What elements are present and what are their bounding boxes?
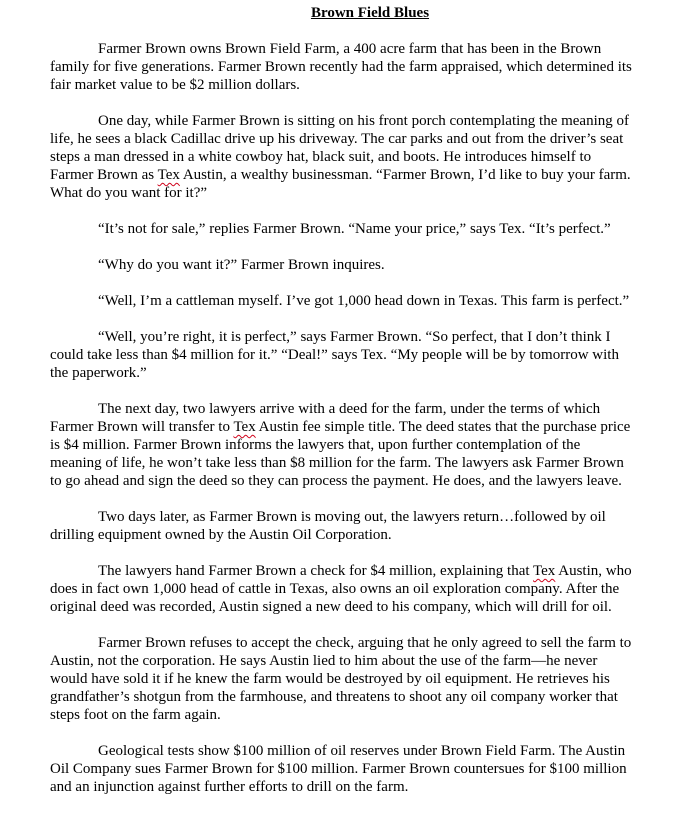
paragraph xyxy=(50,562,682,616)
text-line: and an injunction against further efforts to drill on the farm. xyxy=(50,779,409,795)
text-line: What do you want for it?” xyxy=(50,185,208,201)
text-line: Geological tests show $100 million of oil reserves under Brown Field Farm. The Austin xyxy=(98,743,626,759)
text-line: does in fact own 1,000 head of cattle in Texas, also owns an oil exploration company. After the xyxy=(50,581,620,597)
document-title: Brown Field Blues xyxy=(310,5,430,21)
text-line: The lawyers hand Farmer Brown a check for $4 million, explaining that Tex Austin, who xyxy=(98,563,632,579)
text-line: “Well, I’m a cattleman myself. I’ve got 1,000 head down in Texas. This farm is perfect.” xyxy=(98,293,630,309)
document-page xyxy=(50,4,682,814)
text-line: grandfather’s shotgun from the farmhouse, and threatens to shoot any oil company worker that xyxy=(50,689,618,705)
text-line: Austin, not the corporation. He says Austin lied to him about the use of the farm—he never xyxy=(50,653,598,669)
text-line: Farmer Brown owns Brown Field Farm, a 400 acre farm that has been in the Brown xyxy=(98,41,602,57)
text-line: family for five generations. Farmer Brown recently had the farm appraised, which determined its xyxy=(50,59,632,75)
text-line: life, he sees a black Cadillac drive up his driveway. The car parks and out from the driver’s seat xyxy=(50,131,624,147)
document-body xyxy=(50,40,682,796)
text-line: fair market value to be $2 million dollars. xyxy=(50,77,300,93)
text-line: steps foot on the farm again. xyxy=(50,707,221,723)
text-line: meaning of life, he won’t take less than $8 million for the farm. The lawyers ask Farmer Brown xyxy=(50,455,624,471)
paragraph xyxy=(50,742,682,796)
paragraph xyxy=(50,328,682,382)
spellcheck-flagged-word: Tex xyxy=(157,167,180,183)
text-line: One day, while Farmer Brown is sitting on his front porch contemplating the meaning of xyxy=(98,113,630,129)
text-line: “Well, you’re right, it is perfect,” says Farmer Brown. “So perfect, that I don’t think I xyxy=(98,329,611,345)
text-line: “Why do you want it?” Farmer Brown inquires. xyxy=(98,257,385,273)
paragraph xyxy=(50,508,682,544)
spellcheck-flagged-word: Tex xyxy=(533,563,556,579)
text-line: could take less than $4 million for it.” “Deal!” says Tex. “My people will be by tomorrow with xyxy=(50,347,619,363)
paragraph xyxy=(50,634,682,724)
paragraph xyxy=(50,292,682,310)
spellcheck-flagged-word: Tex xyxy=(233,419,256,435)
paragraph xyxy=(50,400,682,490)
text-line: to go ahead and sign the deed so they can process the payment. He does, and the lawyers leave. xyxy=(50,473,622,489)
text-line: is $4 million. Farmer Brown informs the lawyers that, upon further contemplation of the xyxy=(50,437,581,453)
text-line: Farmer Brown refuses to accept the check, arguing that he only agreed to sell the farm to xyxy=(98,635,632,651)
text-line: original deed was recorded, Austin signed a new deed to his company, which will drill for oil. xyxy=(50,599,612,615)
text-line: “It’s not for sale,” replies Farmer Brown. “Name your price,” says Tex. “It’s perfect.” xyxy=(98,221,611,237)
paragraph xyxy=(50,40,682,94)
text-line: would have sold it if he knew the farm would be destroyed by oil equipment. He retrieves his xyxy=(50,671,610,687)
paragraph xyxy=(50,256,682,274)
text-line: Farmer Brown as Tex Austin, a wealthy businessman. “Farmer Brown, I’d like to buy your farm. xyxy=(50,167,631,183)
text-line: the paperwork.” xyxy=(50,365,147,381)
text-line: steps a man dressed in a white cowboy hat, black suit, and boots. He introduces himself to xyxy=(50,149,592,165)
paragraph xyxy=(50,112,682,202)
text-line: drilling equipment owned by the Austin Oil Corporation. xyxy=(50,527,392,543)
text-line: The next day, two lawyers arrive with a deed for the farm, under the terms of which xyxy=(98,401,601,417)
paragraph xyxy=(50,220,682,238)
text-line: Oil Company sues Farmer Brown for $100 million. Farmer Brown countersues for $100 million xyxy=(50,761,627,777)
text-line: Two days later, as Farmer Brown is moving out, the lawyers return…followed by oil xyxy=(98,509,606,525)
text-line: Farmer Brown will transfer to Tex Austin fee simple title. The deed states that the purchase price xyxy=(50,419,631,435)
